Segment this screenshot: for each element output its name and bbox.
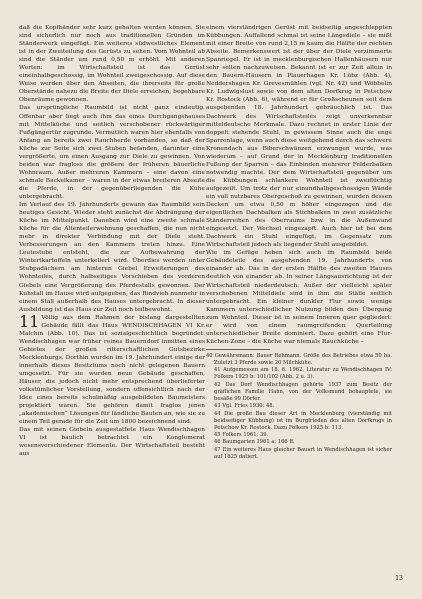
body-paragraph: einem vierständrigen Gerüst mit beidseitig angeschleppten Kübbungen. Auffallend schmal ist seine Längsdiele – sie mißt mit einer Breite von rund 2,15 m kaum die Hälfte der rechten Abseite. Bemerkenswert ist der über der Diele verzimmerte Spanriegel. Er ist in mecklenburgischen Hallenhäusern nur sehr selten nachzuweisen. Bekannt ist er zur Zeit allein in den Bauern-Häusern in Plauerhagen Kr. Lübz (Abb. 4), Neddershagen Kr. Grevesmühlen (vgl. Nr. 42) und Wöbbelin Kr. Ludwigslust sowie von dem alten Dorfkrug in Petschow Kr. Rostock (Abb. 6), während er für Großscheunen seit dem ausgehenden 18. Jahrhundert gebräuchlich ist. Das Dachwerk des Wirtschaftsteiles zeigt unverkennbar mitteldeutsche Merkmale. Dazu rechnet in erster Linie der doppelt stehende Stuhl, in gewissem Sinne auch die enge Sparrenlage, wenn auch diese weitgehend durch das schwere Kronendach aus Biberschwänzen erzwungen wurde, was wiederum – auf Grund der in Mecklenburg traditionellen Fußung der Sparren – das Einbinden mehrerer Felderbalken notwendig machte. Der dem Wirtschaftsteil gegenüber um die Kübbungen schlankere Wohnteil ist zweiflüchtig aufgezeilt. Um trotz der nur einundhalbgeschossigen Wände ein voll nutzbares Obergeschoß zu gewinnen, wurden dessen Decken um etwa 0,50 m höher eingezogen und die eigentlichen Dachbalken als Stichbalken in zwei zusätzliche Ständerreihen des Oberraums bzw. in die Außenwand eingesetzt. Der Wechsel eingezapft. Auch hier ist bei dem Dachwerk ein Stuhl eingefügt, im Gegensatz zum Wirtschaftsteil jedoch als liegender Stuhl ausgebildet. (206, 25, 392, 249)
footnote: 42 Das Dorf Wendischhagen gehörte 1937 zum Besitz der gräflichen Familie Hahn, von der Volksmund behauptete, sie besäße 99 Dörfer. (214, 381, 392, 403)
body-paragraph: Das ursprüngliche Raumbild ist nicht ganz eindeutig. Offenbar aber liegt auch ihm das eines Durchgangshauses mit Mittelküche und seitlich verschobener rückwärtiger Fußgängertür zugrunde. Vermutlich waren hier ebenfalls von Anfang an bereits zwei Rauchherde vorhanden, so daß der Küche zur Seite sich zwei Stuben befanden, darunter eine vergrößerte, um einen Ausgang zur Diele zu gewinnen. Von beiden war fragloss die größere der früheren bäuerliche Wohnraum. Außer mehreren Kammern – eine davon eine schmale Backelkamer – waren in der etwas breiteren Abseite die Pferde, in der gegenüberliegenden die Kühe untergebracht. (19, 105, 205, 200)
body-paragraph: Im Verlauf des 19. Jahrhunderts gewann das Raumbild sein heutiges Gesicht. Wieder steht zunächst die Abdrängung der Küche im Mittelpunkt. Daneben wird eine zweite schmale Küche für die Altenteilerwohnung geschaffen, die nun nicht mehr in direkter Verbindung mit der Diele steht. Verbesserungen an den Kammern treten hinzu. Eine Leutestube entsteht, die zur Aufbewahrung der Wintertkartoffeln unterkellert wird. Überdies werden unter Stubpadächern am hinteren Giebel Erweiterungen des Wohnteiles, durch halbseitiges Vorschieben des vorderen Giebels eine Vergrößerung des Pferdestalls gewonnen. Der Kuhstall im Hause wird aufgegeben, das Rindvieh nunmehr in einem Stall außerhalb des Hauses untergebracht. In dieser Ausbildung ist das Haus zur Zeit noch teilbewohnt. (19, 202, 205, 313)
section-number: 11 (19, 311, 40, 331)
footnote: 40 Gewährsmann: Bauer Rehmann. Größe des Betriebes etwa 50 ha. Zuletzt 3 Pferde sowie 20 Milchkühe. (206, 352, 392, 367)
footnote: 43 Vgl. Fries 1930: 48. (214, 403, 275, 410)
left-text-column (19, 24, 205, 459)
section-paragraph (19, 311, 205, 427)
footnote: 47 Ein weiteres Haus gleicher Bauart in Wendischhagen ist sicher auf 1825 datiert. (214, 446, 392, 460)
footnote: 44 Die große Bau dieser Art in Mecklenburg (vierständig mit beidseitiger Kübbung) ist im Burgfrieden des alten Dorfkrugs in Petschow Kr. Rostock. Dazu Folkers 1925 b: 113. (214, 410, 392, 431)
footnotes (206, 353, 392, 461)
section-text: Völlig aus dem Rahmen der bislang dargestellten Gebäude fällt das Haus WENDISCHHAGEN VI Kr. Malchin (Abb. 10). Das ist sozialgeschichtlich begründet: Wendischhagen war früher reines Bauerndorf inmitten eines Gebietes der großen ritterschaftlichen Gutsbezirke Mecklenburgs. Dorthin wurden im 19. Jahrhundert einige der innerhalb dieses Besitztums noch nicht gelegenen Bauern umgesetzt. Für sie wurden neue Gebäude geschaffen, Häuser, die jedoch nicht mehr entsprechend überlieferter volkstümlicher Vorstellung, sondern offensichtlich nach der Idee eines bereits schulmäßig ausgebildeten Baumeisters projektiert waren. Sie gehören damit fraglos jenen „akademischen“ Lösungen für ländliche Bauten an, wie sie zu einem Teil gerade für die Zeit um 1800 bezeichnend sind. (19, 314, 205, 426)
footnote: 46 Baumgarten 1961 a: 166 ff. (214, 439, 295, 446)
body-paragraph: Das mit seinen Giebeln ausgestattete Haus Wendischhagen VI ist baulich betrachtet ein Konglomerat wesensverschiedener Elemente. Der Wirtschaftsteil besteht aus (19, 427, 205, 458)
footnote: 45 Folkers 1961: 39. (214, 432, 269, 439)
footnote: 41 Aufgemessen am 18. 6. 1962. Literatur zu Wendischhagen IV: Folkers 1925 b: 101/102 (Abb. 2 u. 3). (214, 367, 392, 381)
body-paragraph: Wie im Gefüge heben sich auch im Raumbild beide Gebäudeteile des ausgehenden 19. Jahrhunderts von einander ab. Das in der ersten Hälfte des zweiten Hauses deutlich von einander ab. In seiner Längsausrichtung ist der Wirtschaftsteil niederdeutsch. Außer der vielleicht später verschobenen Mitteldiele sind in ihm die Ställe seitlich untergebracht. Ein kleiner dunkler Flur sowie wenige Kammern unterschiedlicher Nutzung bilden den Übergang zum Wohnteil. Dieser ist in seinem Inneren quer gegliedert: er wird von einem raumgreifenden Querteilung unterschiedlicher Breite dominiert. Dazu gehört eine Flur-Küchen-Zone – die Küche war niemals Rauchküche – (206, 250, 392, 345)
right-text-column (206, 24, 392, 461)
body-paragraph: daß die Kopfbänder sehr kurz gehalten werden können. Sie sind sicherlich nur noch aus traditionellen Gründen im Ständerwerk eingefügt. Ein weiteres südwestliches Element ist in der Zweiteilung des Gerüsts zu sehen. Vom Wohnteil ab sind die Ständer um rund 0,50 m erhöht. Mit anderen Worten: im Wirtschaftsteil ist das Gerüst eineinhalbgeschossig, im Wohnteil zweigeschossig. Auf diese Weise werden über den Abseiten, die ihrerseits für große Oberstände nahezu die Breite der Diele erreichen, begehbare Obenräume gewonnen. (19, 25, 205, 104)
footnote-divider (206, 349, 270, 350)
page-number: 13 (395, 575, 403, 582)
